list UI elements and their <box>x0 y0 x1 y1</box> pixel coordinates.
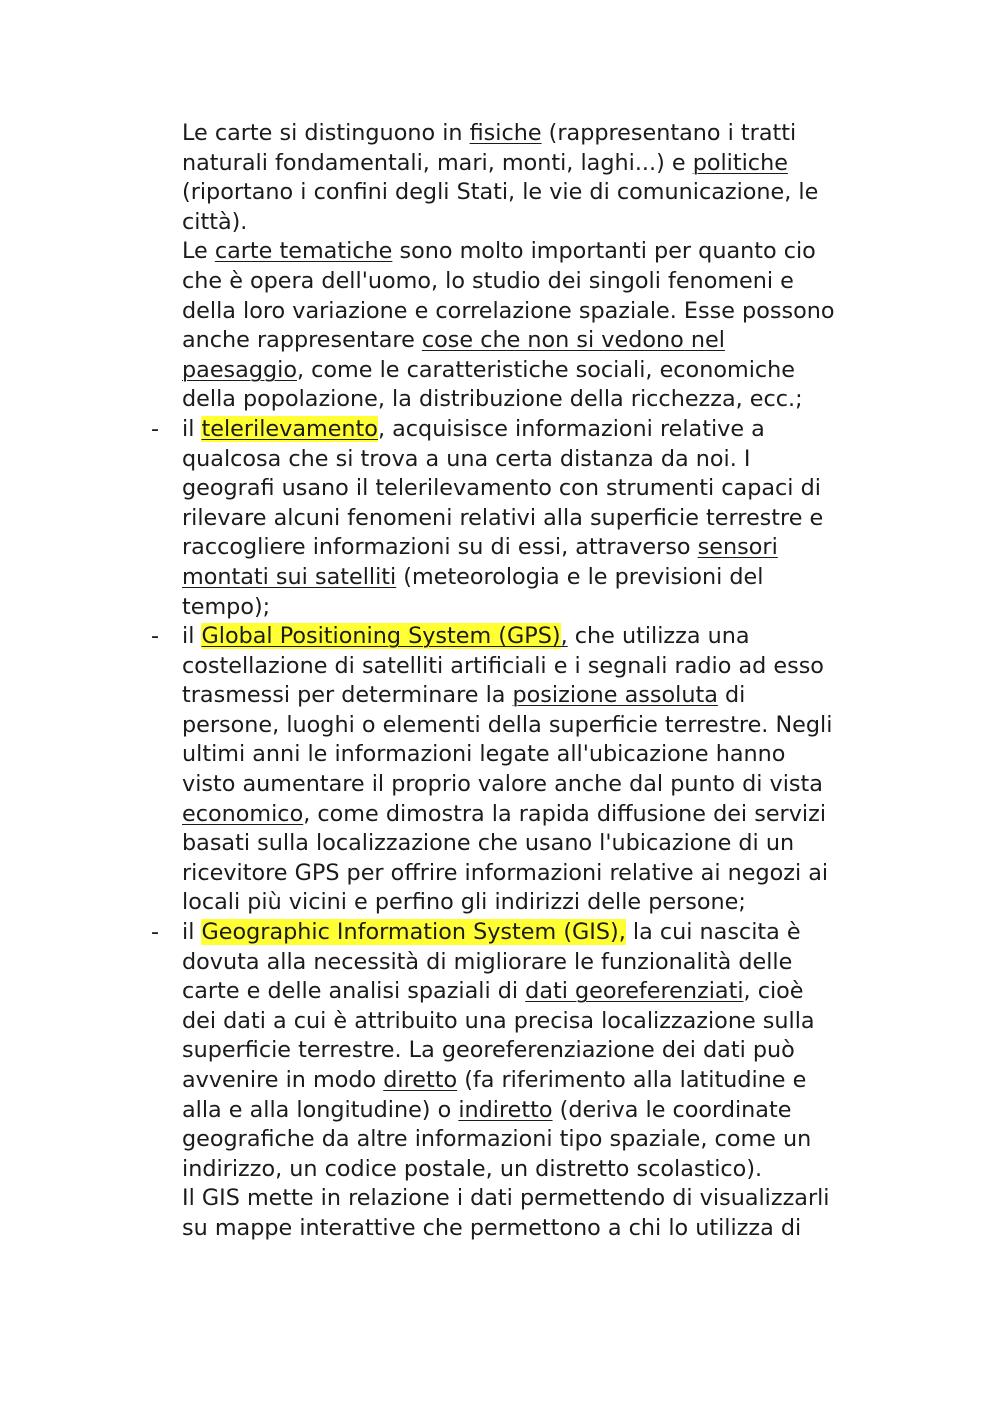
text-line <box>182 829 882 859</box>
text-line <box>182 533 882 563</box>
text-line <box>182 711 882 741</box>
text-run: basati sulla localizzazione che usano l'ubicazione di un <box>182 830 795 857</box>
text-line <box>182 1007 882 1037</box>
text-line <box>182 504 882 534</box>
text-line <box>182 977 882 1007</box>
bullet-dash: - <box>151 415 160 442</box>
text-run: geografi usano il telerilevamento con strumenti capaci di <box>182 475 821 502</box>
text-run: alla e alla longitudine) o <box>182 1096 459 1123</box>
list-item-gps <box>151 622 882 918</box>
text-run: su mappe interattive che permettono a chi lo utilizza di <box>182 1214 802 1241</box>
underlined-term: posizione assoluta <box>512 682 718 709</box>
text-run: anche rappresentare <box>182 327 422 354</box>
body-text <box>151 119 882 1244</box>
text-run: , come dimostra la rapida diffusione dei servizi <box>303 800 827 827</box>
highlighted-term: Global Positioning System (GPS) <box>201 623 561 650</box>
text-run: costellazione di satelliti artificiali e i segnali radio ad esso <box>182 652 824 679</box>
text-line <box>182 800 882 830</box>
list-item-text <box>182 415 882 622</box>
text-line <box>182 149 882 179</box>
text-run: (rappresentano i tratti <box>541 120 797 146</box>
paragraph-carte-tematiche <box>182 237 882 415</box>
text-line <box>182 326 882 356</box>
text-line <box>182 1214 882 1244</box>
text-run: ultimi anni le informazioni legate all'ubicazione hanno <box>182 741 786 768</box>
text-line <box>182 740 882 770</box>
text-line <box>182 1125 882 1155</box>
text-run: indirizzo, un codice postale, un distretto scolastico). <box>182 1155 763 1182</box>
text-run: il <box>182 919 202 946</box>
text-run: dovuta alla necessità di migliorare le funzionalità delle <box>182 948 793 975</box>
list-item-text <box>182 918 882 1184</box>
text-line <box>182 178 882 208</box>
text-run: della popolazione, la distribuzione della ricchezza, ecc.; <box>182 386 803 413</box>
text-line <box>182 770 882 800</box>
text-run: , cioè <box>743 978 804 1005</box>
text-line <box>182 385 882 415</box>
underlined-term: economico <box>182 800 304 827</box>
text-run: di <box>717 682 746 709</box>
text-run: (meteorologia e le previsioni del <box>396 563 764 590</box>
text-run: (riportano i confini degli Stati, le vie di comunicazione, le <box>182 179 819 206</box>
text-run: superficie terrestre. La georeferenziazione dei dati può <box>182 1037 795 1064</box>
highlighted-term: telerilevamento <box>201 415 378 442</box>
text-run: qualcosa che si trova a una certa distanza da noi. I <box>182 445 751 472</box>
text-line <box>182 1096 882 1126</box>
text-run: geografiche da altre informazioni tipo spaziale, come un <box>182 1126 812 1153</box>
text-line <box>182 681 882 711</box>
text-run: tempo); <box>182 593 271 620</box>
paragraph-gis-continued <box>182 1184 882 1243</box>
underlined-term: politiche <box>692 149 788 176</box>
text-line <box>182 652 882 682</box>
underlined-term: indiretto <box>458 1096 553 1123</box>
text-line <box>182 1155 882 1185</box>
text-run: che utilizza una <box>567 623 750 650</box>
text-run: (deriva le coordinate <box>552 1096 792 1123</box>
underlined-term: diretto <box>383 1067 458 1093</box>
underlined-term: carte tematiche <box>214 238 393 265</box>
underlined-term: , <box>560 623 568 650</box>
text-line <box>182 415 882 445</box>
text-line <box>182 859 882 889</box>
text-run: , come le caratteristiche sociali, economiche <box>296 356 795 383</box>
text-run: , acquisisce informazioni relative a <box>377 415 765 442</box>
list-item-text <box>182 622 882 918</box>
text-run: visto aumentare il proprio valore anche dal punto di vista <box>182 771 823 798</box>
text-run: naturali fondamentali, mari, monti, laghi...) e <box>182 149 693 176</box>
bullet-dash: - <box>151 919 160 946</box>
text-line <box>182 474 882 504</box>
bullet-dash: - <box>151 623 160 650</box>
underlined-term: sensori <box>697 534 778 561</box>
text-run: città). <box>182 208 248 235</box>
underlined-term: cose che non si vedono nel <box>421 327 725 354</box>
paragraph-carte-fisiche-politiche <box>182 119 882 237</box>
list-item-gis <box>151 918 882 1184</box>
text-line <box>182 208 882 238</box>
underlined-term: paesaggio <box>182 356 297 383</box>
list-item-telerilevamento <box>151 415 882 622</box>
underlined-term: fisiche <box>469 120 542 146</box>
underlined-term: montati sui satelliti <box>182 563 397 590</box>
text-run: Le <box>182 238 215 265</box>
text-run: carte e delle analisi spaziali di <box>182 978 526 1005</box>
text-run: il <box>182 415 202 442</box>
text-run: trasmessi per determinare la <box>182 682 513 709</box>
underlined-term: dati georeferenziati <box>525 978 744 1005</box>
text-line <box>182 267 882 297</box>
text-run: sono molto importanti per quanto cio <box>392 238 816 265</box>
text-run: il <box>182 623 202 650</box>
highlighted-term: Geographic Information System (GIS), <box>201 919 626 946</box>
text-line <box>182 445 882 475</box>
text-run: dei dati a cui è attribuito una precisa localizzazione sulla <box>182 1007 815 1034</box>
text-run: (fa riferimento alla latitudine e <box>457 1067 807 1093</box>
text-run: Il GIS mette in relazione i dati permettendo di visualizzarli <box>182 1185 830 1212</box>
text-line <box>182 1066 882 1096</box>
text-run: la cui nascita è <box>625 919 801 946</box>
text-run: ricevitore GPS per offrire informazioni relative ai negozi ai <box>182 859 829 886</box>
text-line <box>182 622 882 652</box>
text-line <box>182 563 882 593</box>
text-run: avvenire in modo <box>182 1067 384 1093</box>
text-line <box>182 918 882 948</box>
text-run: raccogliere informazioni su di essi, attraverso <box>182 534 698 561</box>
text-line <box>182 356 882 386</box>
text-line <box>182 593 882 623</box>
text-run: che è opera dell'uomo, lo studio dei singoli fenomeni e <box>182 267 794 294</box>
text-line <box>182 119 882 149</box>
text-run: della loro variazione e correlazione spaziale. Esse possono <box>182 297 835 324</box>
text-line <box>182 1036 882 1066</box>
text-run: persone, luoghi o elementi della superficie terrestre. Negli <box>182 711 833 738</box>
text-line <box>182 948 882 978</box>
text-line <box>182 237 882 267</box>
text-line <box>182 888 882 918</box>
text-line <box>182 1184 882 1214</box>
text-run: locali più vicini e perfino gli indirizzi delle persone; <box>182 889 746 916</box>
text-run: Le carte si distinguono in <box>182 120 470 146</box>
text-line <box>182 297 882 327</box>
text-run: rilevare alcuni fenomeni relativi alla superficie terrestre e <box>182 504 824 531</box>
